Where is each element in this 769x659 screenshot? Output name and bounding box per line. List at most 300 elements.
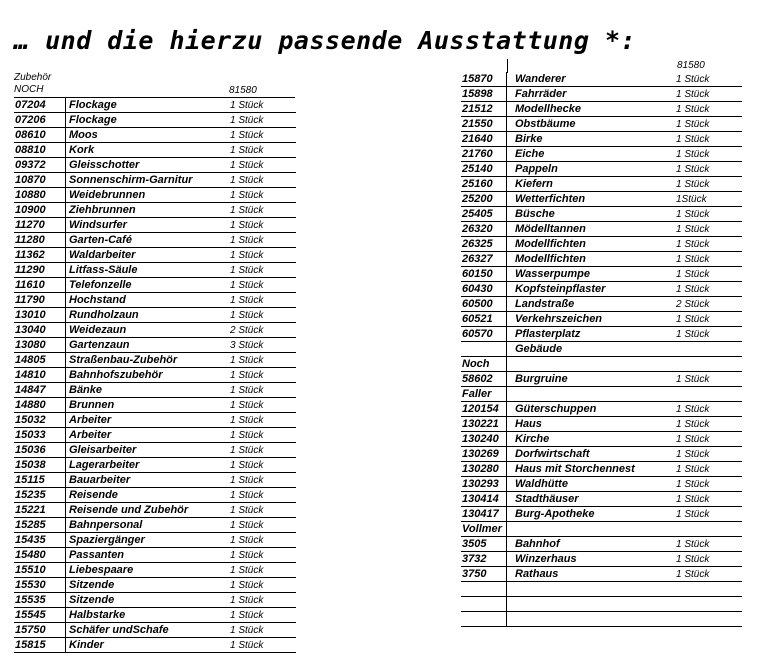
item-quantity: 1 Stück (675, 507, 742, 522)
table-row (14, 293, 296, 308)
item-name (507, 522, 676, 537)
item-number: 60521 (461, 312, 507, 327)
item-name: Sonnenschirm-Garnitur (66, 173, 230, 188)
item-name: Kork (66, 143, 230, 158)
table-row (14, 623, 296, 638)
item-number: 60570 (461, 327, 507, 342)
table-row (14, 428, 296, 443)
table-row (14, 113, 296, 128)
table-row (461, 72, 742, 87)
item-number: 15750 (14, 623, 66, 638)
table-row (461, 597, 742, 612)
table-row (14, 128, 296, 143)
item-quantity (675, 522, 742, 537)
item-number: 10900 (14, 203, 66, 218)
item-quantity: 1 Stück (675, 72, 742, 87)
item-quantity: 1 Stück (229, 383, 296, 398)
item-number: 13080 (14, 338, 66, 353)
item-name: Kinder (66, 638, 230, 653)
item-number: Noch (461, 357, 507, 372)
item-name: Güterschuppen (507, 402, 676, 417)
item-name: Litfass-Säule (66, 263, 230, 278)
item-number: 21550 (461, 117, 507, 132)
item-quantity: 1 Stück (229, 158, 296, 173)
item-quantity: 1 Stück (675, 417, 742, 432)
item-quantity: 1 Stück (675, 177, 742, 192)
item-number: 11610 (14, 278, 66, 293)
item-quantity: 1 Stück (229, 428, 296, 443)
table-row (461, 582, 742, 597)
item-number: 15510 (14, 563, 66, 578)
table-row (14, 488, 296, 503)
item-number: 15435 (14, 533, 66, 548)
item-quantity: 1 Stück (675, 312, 742, 327)
table-row (14, 368, 296, 383)
item-number: 07204 (14, 98, 66, 113)
item-name: Pappeln (507, 162, 676, 177)
table-row (14, 473, 296, 488)
item-number: 15898 (461, 87, 507, 102)
item-quantity: 1 Stück (229, 98, 296, 113)
item-quantity: 1 Stück (675, 447, 742, 462)
item-quantity: 1 Stück (675, 222, 742, 237)
table-row (14, 308, 296, 323)
table-row (14, 398, 296, 413)
item-number: Vollmer (461, 522, 507, 537)
item-name: Garten-Café (66, 233, 230, 248)
item-number: 26325 (461, 237, 507, 252)
table-row (14, 263, 296, 278)
right-header-divider (507, 59, 508, 73)
item-name (507, 357, 676, 372)
item-number: 130414 (461, 492, 507, 507)
table-row (14, 323, 296, 338)
table-row (461, 402, 742, 417)
table-row (14, 443, 296, 458)
table-row (14, 218, 296, 233)
table-row (14, 608, 296, 623)
table-row (14, 503, 296, 518)
right-accessory-table (461, 72, 742, 627)
item-name: Straßenbau-Zubehör (66, 353, 230, 368)
item-quantity (675, 582, 742, 597)
table-row (14, 548, 296, 563)
table-row (14, 203, 296, 218)
item-number (461, 612, 507, 627)
item-quantity: 1 Stück (675, 567, 742, 582)
item-number: 14810 (14, 368, 66, 383)
item-quantity: 1 Stück (675, 252, 742, 267)
item-quantity: 1 Stück (675, 402, 742, 417)
item-quantity (675, 387, 742, 402)
table-row (461, 522, 742, 537)
item-quantity: 1 Stück (675, 492, 742, 507)
item-quantity (675, 612, 742, 627)
table-row (461, 102, 742, 117)
table-row (14, 638, 296, 653)
table-row (461, 222, 742, 237)
table-row (461, 432, 742, 447)
table-row (461, 192, 742, 207)
item-number: 13040 (14, 323, 66, 338)
item-quantity: 1 Stück (229, 608, 296, 623)
item-quantity: 1 Stück (229, 623, 296, 638)
table-row (461, 342, 742, 357)
item-number: 21760 (461, 147, 507, 162)
table-row (461, 132, 742, 147)
item-quantity: 1 Stück (675, 267, 742, 282)
item-number: 15815 (14, 638, 66, 653)
item-number: 25405 (461, 207, 507, 222)
table-row (461, 567, 742, 582)
table-row (14, 413, 296, 428)
item-name: Bahnhofszubehör (66, 368, 230, 383)
item-quantity (675, 342, 742, 357)
item-quantity: 1 Stück (675, 117, 742, 132)
item-quantity: 1 Stück (675, 282, 742, 297)
item-name: Birke (507, 132, 676, 147)
left-header-code: 81580 (229, 85, 257, 96)
item-number: 130417 (461, 507, 507, 522)
item-name: Mödelltannen (507, 222, 676, 237)
table-row (461, 537, 742, 552)
item-number: 15038 (14, 458, 66, 473)
item-name: Lagerarbeiter (66, 458, 230, 473)
item-name (507, 582, 676, 597)
item-number: 130269 (461, 447, 507, 462)
item-number: 21640 (461, 132, 507, 147)
item-name: Haus mit Storchennest (507, 462, 676, 477)
table-row (14, 98, 296, 113)
item-number: 58602 (461, 372, 507, 387)
item-name: Arbeiter (66, 413, 230, 428)
item-name: Windsurfer (66, 218, 230, 233)
item-number (461, 582, 507, 597)
item-name: Arbeiter (66, 428, 230, 443)
item-number: 09372 (14, 158, 66, 173)
item-quantity: 2 Stück (675, 297, 742, 312)
item-name: Sitzende (66, 578, 230, 593)
item-number: 15032 (14, 413, 66, 428)
table-row (461, 87, 742, 102)
item-name: Modellfichten (507, 252, 676, 267)
item-number: 11362 (14, 248, 66, 263)
item-number: 130221 (461, 417, 507, 432)
item-name: Bahnpersonal (66, 518, 230, 533)
left-header-category: Zubehör (14, 72, 52, 83)
item-number: 15033 (14, 428, 66, 443)
item-quantity: 1 Stück (675, 237, 742, 252)
item-quantity: 1 Stück (675, 162, 742, 177)
item-name: Weidezaun (66, 323, 230, 338)
item-name: Schäfer undSchafe (66, 623, 230, 638)
item-quantity: 1 Stück (229, 128, 296, 143)
item-name: Hochstand (66, 293, 230, 308)
item-quantity: 1 Stück (675, 432, 742, 447)
table-row (14, 233, 296, 248)
item-name: Gleisschotter (66, 158, 230, 173)
item-quantity: 1 Stück (675, 207, 742, 222)
item-quantity: 1 Stück (675, 372, 742, 387)
item-name: Gebäude (507, 342, 676, 357)
table-row (14, 338, 296, 353)
right-header-code: 81580 (677, 60, 705, 71)
item-number: 130280 (461, 462, 507, 477)
item-number: 25160 (461, 177, 507, 192)
item-name: Pflasterplatz (507, 327, 676, 342)
item-quantity: 1 Stück (675, 102, 742, 117)
table-row (14, 578, 296, 593)
item-quantity: 1 Stück (675, 552, 742, 567)
item-quantity: 1 Stück (229, 293, 296, 308)
item-name: Spaziergänger (66, 533, 230, 548)
item-quantity: 1 Stück (675, 537, 742, 552)
item-quantity: 1 Stück (229, 233, 296, 248)
table-row (461, 267, 742, 282)
item-number: 15221 (14, 503, 66, 518)
item-name: Sitzende (66, 593, 230, 608)
item-number: 15530 (14, 578, 66, 593)
item-number: 15535 (14, 593, 66, 608)
table-row (461, 492, 742, 507)
item-name: Moos (66, 128, 230, 143)
table-row (14, 143, 296, 158)
item-quantity: 1 Stück (229, 398, 296, 413)
item-number: 3750 (461, 567, 507, 582)
table-row (461, 177, 742, 192)
item-number: 11290 (14, 263, 66, 278)
item-name: Bänke (66, 383, 230, 398)
item-name: Reisende (66, 488, 230, 503)
item-name: Rathaus (507, 567, 676, 582)
item-quantity: 1 Stück (675, 147, 742, 162)
item-number: 130240 (461, 432, 507, 447)
item-quantity: 1 Stück (229, 278, 296, 293)
item-name: Waldarbeiter (66, 248, 230, 263)
item-name (507, 597, 676, 612)
item-quantity: 1 Stück (229, 113, 296, 128)
item-quantity: 1 Stück (675, 327, 742, 342)
table-row (461, 297, 742, 312)
table-row (14, 353, 296, 368)
item-quantity: 1 Stück (675, 132, 742, 147)
item-quantity: 1 Stück (229, 488, 296, 503)
table-row (14, 278, 296, 293)
item-number: 11280 (14, 233, 66, 248)
item-name: Liebespaare (66, 563, 230, 578)
item-number: 15870 (461, 72, 507, 87)
item-quantity (675, 597, 742, 612)
item-quantity: 1 Stück (229, 518, 296, 533)
item-number (461, 597, 507, 612)
item-quantity: 1 Stück (675, 87, 742, 102)
table-row (461, 117, 742, 132)
table-row (461, 312, 742, 327)
table-row (461, 387, 742, 402)
item-number: 11270 (14, 218, 66, 233)
item-quantity: 1 Stück (229, 368, 296, 383)
item-name: Bauarbeiter (66, 473, 230, 488)
table-row (461, 162, 742, 177)
item-quantity: 1 Stück (229, 203, 296, 218)
item-name: Wasserpumpe (507, 267, 676, 282)
table-row (461, 417, 742, 432)
table-row (14, 458, 296, 473)
item-name (507, 612, 676, 627)
table-row (14, 533, 296, 548)
item-quantity: 1 Stück (229, 563, 296, 578)
table-row (461, 252, 742, 267)
item-quantity: 1 Stück (229, 353, 296, 368)
item-quantity: 1 Stück (229, 263, 296, 278)
item-quantity: 1 Stück (229, 188, 296, 203)
table-row (461, 447, 742, 462)
table-row (461, 357, 742, 372)
item-quantity: 1 Stück (229, 413, 296, 428)
item-number: 60430 (461, 282, 507, 297)
item-name: Dorfwirtschaft (507, 447, 676, 462)
page-title: … und die hierzu passende Ausstattung *: (14, 26, 637, 55)
item-number: 07206 (14, 113, 66, 128)
item-number: 3732 (461, 552, 507, 567)
item-name: Flockage (66, 113, 230, 128)
table-row (461, 462, 742, 477)
item-quantity: 2 Stück (229, 323, 296, 338)
item-name: Halbstarke (66, 608, 230, 623)
item-name: Brunnen (66, 398, 230, 413)
item-quantity: 1 Stück (229, 503, 296, 518)
item-number (461, 342, 507, 357)
item-number: 26320 (461, 222, 507, 237)
item-quantity: 1 Stück (229, 593, 296, 608)
item-number: Faller (461, 387, 507, 402)
item-number: 15115 (14, 473, 66, 488)
item-name: Haus (507, 417, 676, 432)
left-header (14, 72, 51, 96)
item-number: 14880 (14, 398, 66, 413)
item-name: Bahnhof (507, 537, 676, 552)
item-number: 3505 (461, 537, 507, 552)
item-quantity: 1 Stück (229, 308, 296, 323)
table-row (14, 518, 296, 533)
table-row (461, 147, 742, 162)
table-row (14, 593, 296, 608)
table-row (14, 158, 296, 173)
item-quantity: 1 Stück (229, 638, 296, 653)
item-name: Telefonzelle (66, 278, 230, 293)
table-row (461, 507, 742, 522)
item-name (507, 387, 676, 402)
item-name: Rundholzaun (66, 308, 230, 323)
item-quantity: 1 Stück (229, 458, 296, 473)
item-name: Kiefern (507, 177, 676, 192)
item-name: Weidebrunnen (66, 188, 230, 203)
item-number: 11790 (14, 293, 66, 308)
item-number: 08810 (14, 143, 66, 158)
left-accessory-table (14, 98, 296, 653)
item-number: 10870 (14, 173, 66, 188)
item-name: Stadthäuser (507, 492, 676, 507)
item-name: Landstraße (507, 297, 676, 312)
item-number: 21512 (461, 102, 507, 117)
table-row (14, 563, 296, 578)
item-number: 15235 (14, 488, 66, 503)
item-name: Winzerhaus (507, 552, 676, 567)
item-quantity: 1Stück (675, 192, 742, 207)
item-name: Kopfsteinpflaster (507, 282, 676, 297)
item-name: Wetterfichten (507, 192, 676, 207)
item-number: 08610 (14, 128, 66, 143)
table-row (461, 552, 742, 567)
left-header-brand: NOCH (14, 84, 44, 95)
item-name: Waldhütte (507, 477, 676, 492)
item-number: 13010 (14, 308, 66, 323)
item-name: Modellhecke (507, 102, 676, 117)
item-quantity (675, 357, 742, 372)
table-row (14, 248, 296, 263)
table-row (461, 207, 742, 222)
item-quantity: 1 Stück (675, 462, 742, 477)
item-number: 25140 (461, 162, 507, 177)
item-quantity: 1 Stück (229, 533, 296, 548)
item-name: Ziehbrunnen (66, 203, 230, 218)
item-name: Verkehrszeichen (507, 312, 676, 327)
item-number: 15036 (14, 443, 66, 458)
item-number: 10880 (14, 188, 66, 203)
item-name: Burg-Apotheke (507, 507, 676, 522)
item-quantity: 1 Stück (229, 578, 296, 593)
item-quantity: 1 Stück (229, 473, 296, 488)
item-name: Modellfichten (507, 237, 676, 252)
table-row (461, 612, 742, 627)
item-name: Wanderer (507, 72, 676, 87)
item-number: 15285 (14, 518, 66, 533)
item-number: 60500 (461, 297, 507, 312)
item-quantity: 3 Stück (229, 338, 296, 353)
item-quantity: 1 Stück (229, 548, 296, 563)
item-quantity: 1 Stück (229, 248, 296, 263)
item-name: Obstbäume (507, 117, 676, 132)
item-name: Eiche (507, 147, 676, 162)
item-number: 120154 (461, 402, 507, 417)
item-quantity: 1 Stück (229, 143, 296, 158)
table-row (461, 477, 742, 492)
item-quantity: 1 Stück (675, 477, 742, 492)
item-name: Reisende und Zubehör (66, 503, 230, 518)
table-row (461, 237, 742, 252)
item-name: Passanten (66, 548, 230, 563)
item-name: Kirche (507, 432, 676, 447)
item-quantity: 1 Stück (229, 443, 296, 458)
item-number: 26327 (461, 252, 507, 267)
table-row (14, 383, 296, 398)
item-number: 130293 (461, 477, 507, 492)
table-row (461, 372, 742, 387)
item-name: Gartenzaun (66, 338, 230, 353)
item-name: Fahrräder (507, 87, 676, 102)
item-number: 15545 (14, 608, 66, 623)
item-number: 60150 (461, 267, 507, 282)
item-number: 14847 (14, 383, 66, 398)
item-number: 15480 (14, 548, 66, 563)
item-quantity: 1 Stück (229, 173, 296, 188)
item-name: Burgruine (507, 372, 676, 387)
table-row (461, 327, 742, 342)
table-row (14, 188, 296, 203)
item-name: Büsche (507, 207, 676, 222)
item-name: Flockage (66, 98, 230, 113)
item-number: 25200 (461, 192, 507, 207)
